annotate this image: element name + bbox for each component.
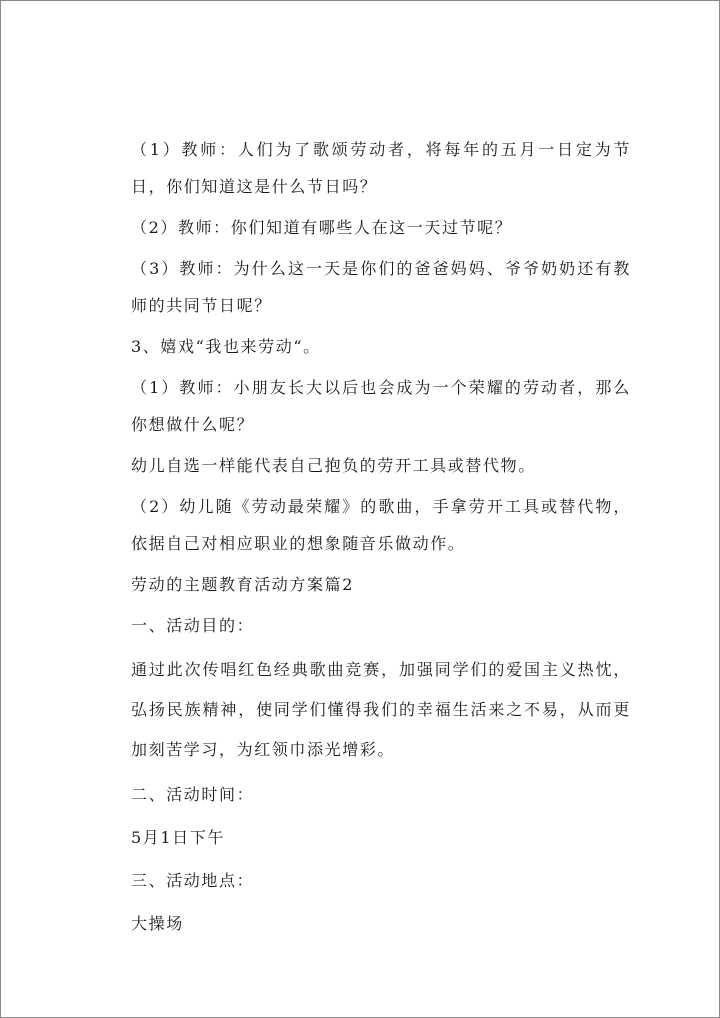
heading-activity-time: 二、活动时间： bbox=[131, 785, 255, 804]
paragraph-child-song-action: （2）幼儿随《劳动最荣耀》的歌曲，手拿劳开工具或替代物，依据自己对相应职业的想象随音乐做动作。 bbox=[131, 497, 631, 553]
heading-activity-location: 三、活动地点： bbox=[131, 871, 255, 890]
paragraph-game-heading: 3、嬉戏“我也来劳动“。 bbox=[131, 337, 321, 356]
paragraph-teacher-question-4: （1）教师：小朋友长大以后也会成为一个荣耀的劳动者，那么你想做什么呢？ bbox=[131, 378, 631, 434]
section-title-plan-2: 劳动的主题教育活动方案篇2 bbox=[131, 575, 354, 594]
paragraph-activity-time: 5月1日下午 bbox=[131, 828, 225, 847]
paragraph-child-choose-tool: 幼儿自选一样能代表自己抱负的劳开工具或替代物。 bbox=[131, 456, 536, 475]
heading-activity-purpose: 一、活动目的： bbox=[131, 616, 255, 635]
paragraph-teacher-question-3: （3）教师：为什么这一天是你们的爸爸妈妈、爷爷奶奶还有教师的共同节日呢？ bbox=[131, 259, 631, 315]
paragraph-activity-purpose: 通过此次传唱红色经典歌曲竞赛，加强同学们的爱国主义热忱，弘扬民族精神，使同学们懂得我们的幸福生活来之不易，从而更加刻苦学习，为红领巾添光增彩。 bbox=[131, 660, 631, 759]
paragraph-teacher-question-2: （2）教师：你们知道有哪些人在这一天过节呢？ bbox=[131, 218, 513, 237]
document-body bbox=[131, 131, 631, 942]
paragraph-activity-location: 大操场 bbox=[131, 914, 184, 933]
paragraph-teacher-question-1: （1）教师：人们为了歌颂劳动者，将每年的五月一日定为节日，你们知道这是什么节日吗？ bbox=[131, 140, 631, 196]
